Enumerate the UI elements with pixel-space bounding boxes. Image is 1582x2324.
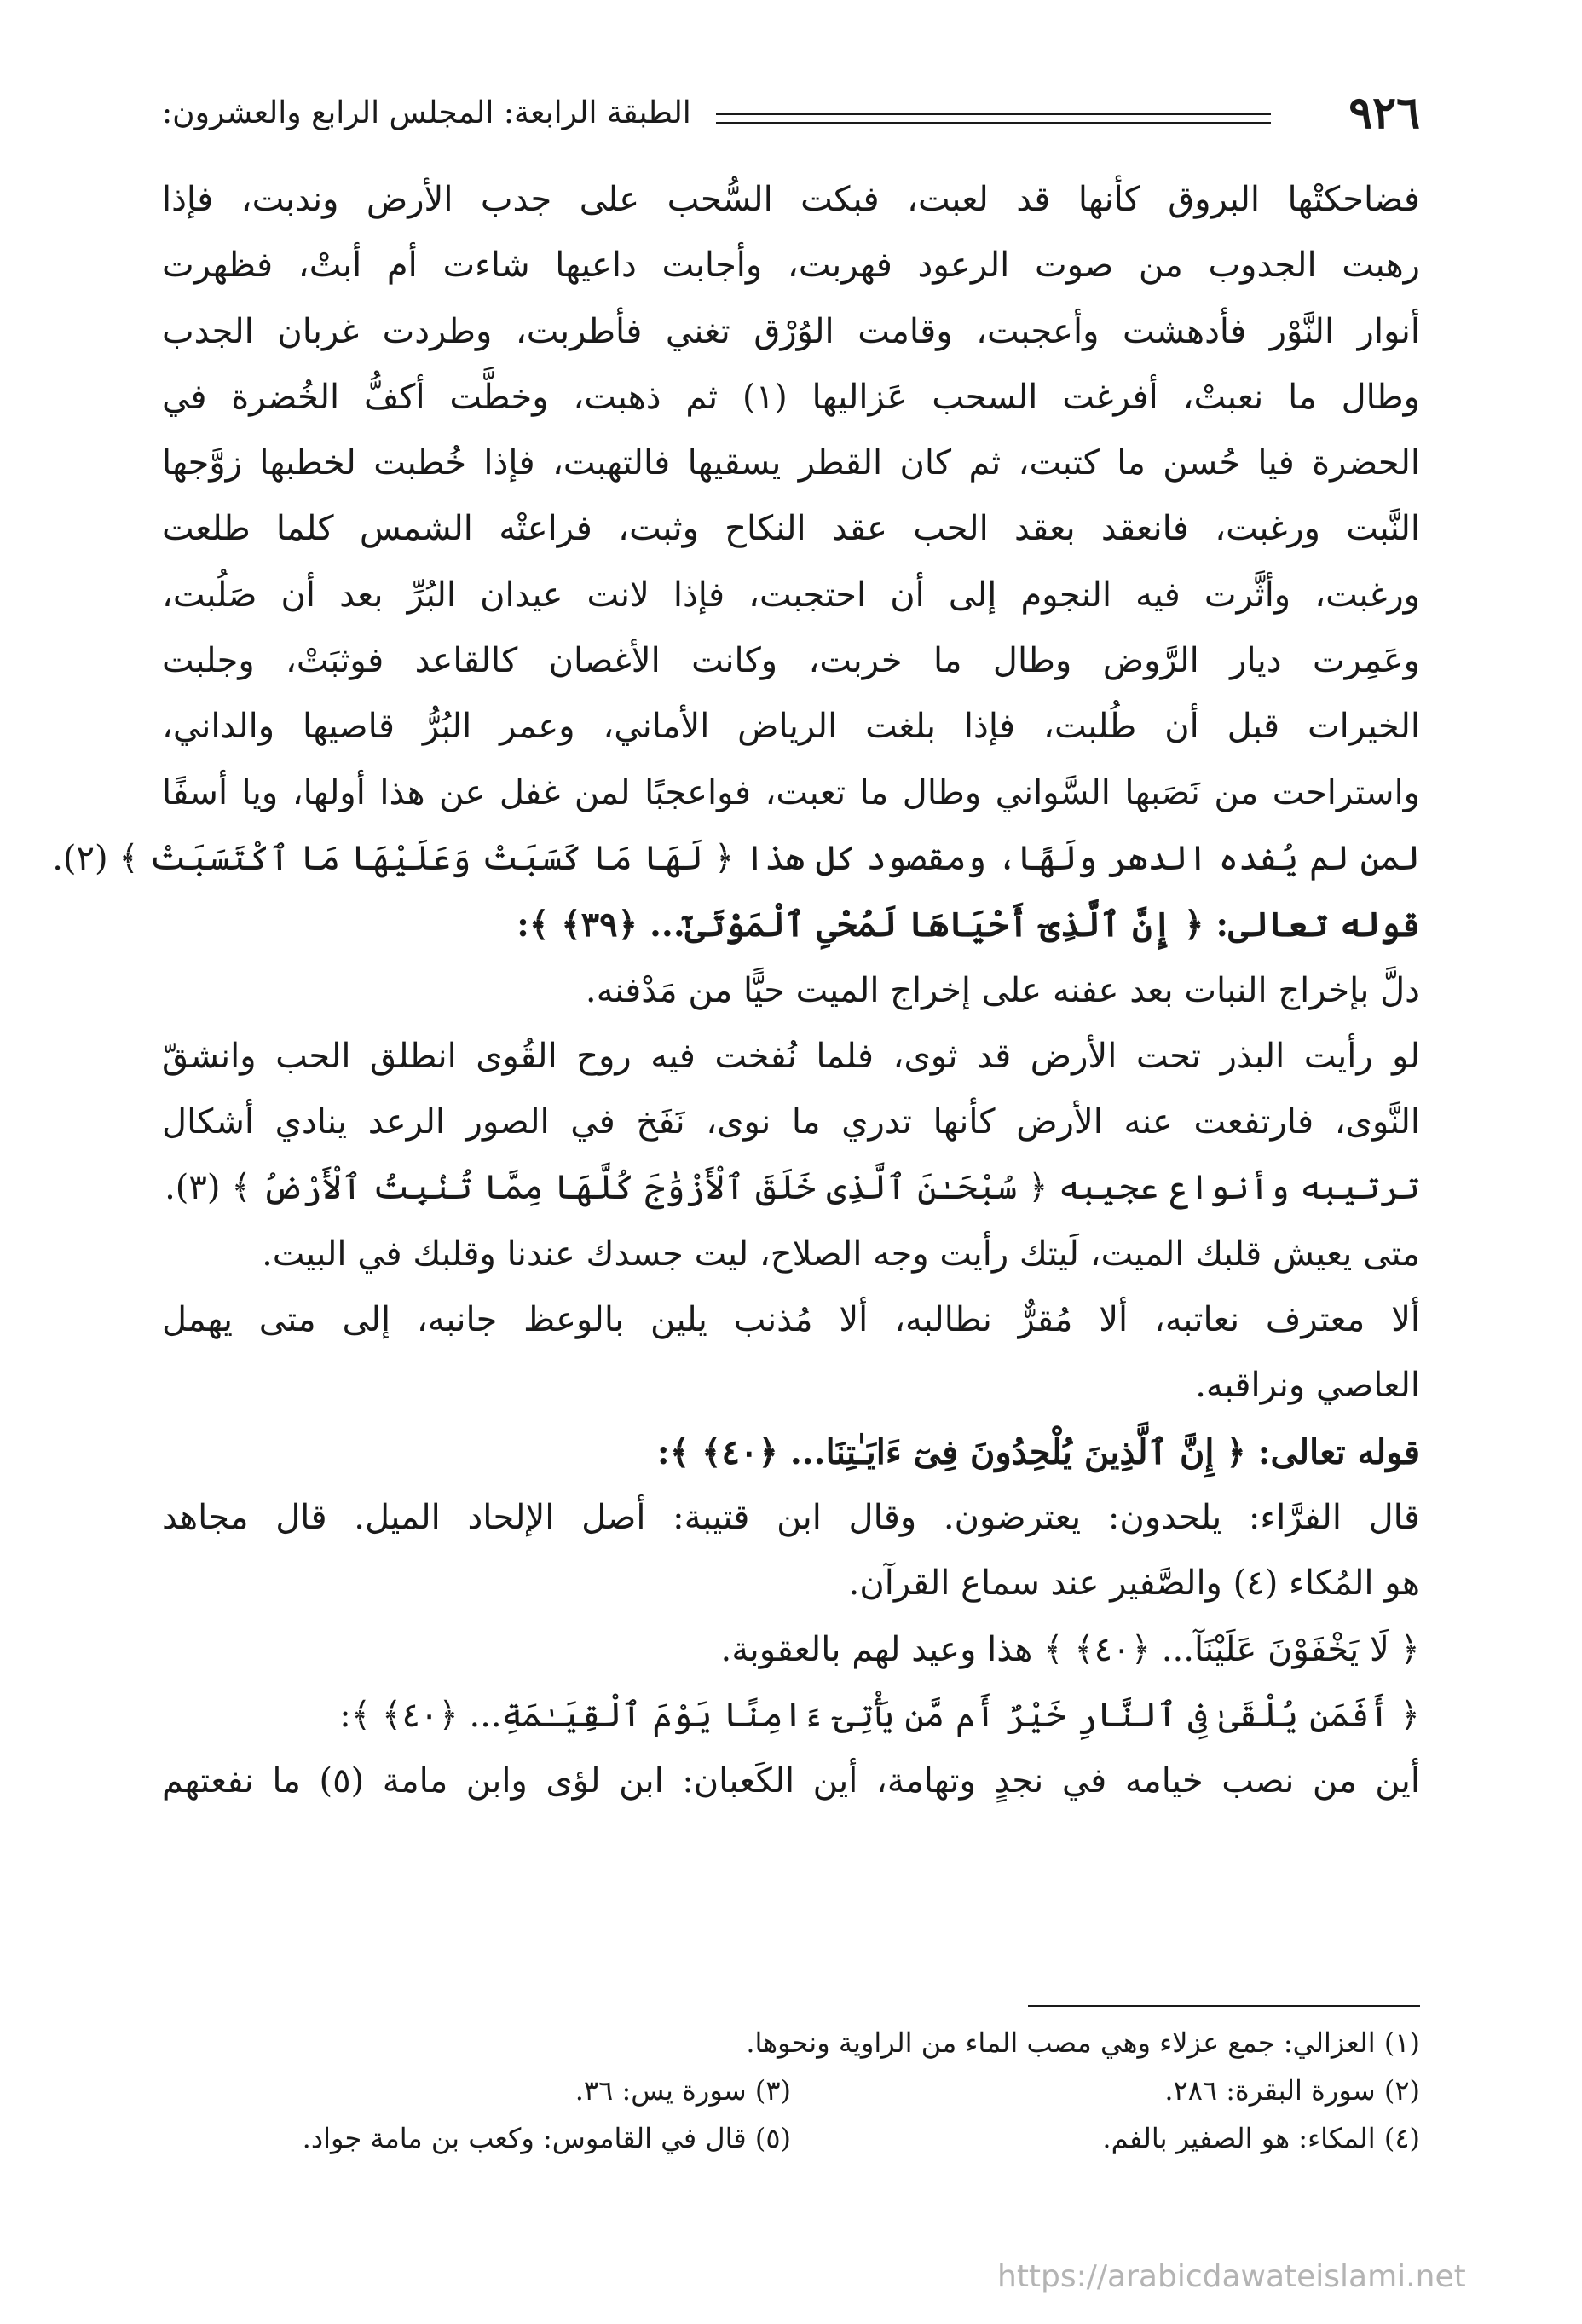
running-title: الطبقة الرابعة: المجلس الرابع والعشرون: <box>162 95 691 130</box>
text-line: وطال ما نعبتْ، أفرغت السحب عَزاليها (١) ثم ذهبت، وخطَّت أكفُّ الخُضرة في <box>162 377 1420 417</box>
footnote-5: (٥) قال في القاموس: وكعب بن مامة جواد. <box>302 2122 791 2154</box>
page-number: ٩٢٦ <box>1348 87 1420 139</box>
header-rule <box>716 113 1271 124</box>
text-line: ورغبت، وأثَّرت فيه النجوم إلى أن احتجبت، فإذا لانت عيدان البُرِّ بعد أن صَلُبت، <box>162 575 1420 615</box>
body-text <box>52 167 1421 1992</box>
text-line: واستراحت من نَصَبها السَّواني وطال ما تعبت، فواعجبًا لمن غفل عن هذا أولها، ويا أسفًا <box>162 772 1420 812</box>
text-line: الخيرات قبل أن طُلبت، فإذا بلغت الرياض الأماني، وعمر البُرُّ قاصيها والداني، <box>162 707 1420 747</box>
text-line: النَّوى، فارتفعت عنه الأرض كأنها تدري ما نوى، نَفَخ في الصور الرعد ينادي أشكال <box>162 1102 1420 1142</box>
text-line: متى يعيش قلبك الميت، لَيتك رأيت وجه الصلاح، ليت جسدك عندنا وقلبك في البيت. <box>262 1234 1420 1274</box>
text-line: أين من نصب خيامه في نجدٍ وتهامة، أين الكَعبان: ابن لؤى وابن مامة (٥) ما نفعتهم <box>162 1761 1421 1801</box>
text-line: رهبت الجدوب من صوت الرعود فهربت، وأجابت داعيها شاءت أم أبتْ، فظهرت <box>162 246 1420 286</box>
text-line: ألا معترف نعاتبه، ألا مُقرٌّ نطالبه، ألا مُذنب يلين بالوعظ جانبه، إلى متى يهمل <box>162 1300 1420 1340</box>
verse-heading: قوله تعالى: ﴿ إِنَّ ٱلَّذِىٓ أَحْيَاهَا لَمُحْىِ ٱلْمَوْتَىٰٓ... ﴿٣٩﴾ ﴾: <box>517 905 1420 945</box>
text-line: النَّبت ورغبت، فانعقد بعقد الحب عقد النكاح وثبت، فراعتْه الشمس كلما طلعت <box>162 509 1420 549</box>
text-line: لو رأيت البذر تحت الأرض قد ثوى، فلما نُفخت فيه روح القُوى انطلق الحب وانشقّ <box>162 1036 1421 1076</box>
text-line: لمن لم يُفده الدهر ولَهًا، ومقصود كل هذا ﴿ لَهَا مَا كَسَبَتْ وَعَلَيْهَا مَا ٱكْتَسَبَتْ ﴾ (٢). <box>52 838 1420 878</box>
footnotes <box>162 2019 1420 2162</box>
verse-heading: قوله تعالى: ﴿ إِنَّ ٱلَّذِينَ يُلْحِدُونَ فِىٓ ءَايَـٰتِنَا... ﴿٤٠﴾ ﴾: <box>656 1431 1420 1472</box>
text-line: قال الفرَّاء: يلحدون: يعترضون. وقال ابن قتيبة: أصل الإلحاد الميل. قال مجاهد <box>162 1497 1420 1537</box>
text-line: هو المُكاء (٤) والصَّفير عند سماع القرآن. <box>848 1564 1420 1604</box>
footnote-4: (٤) المكاء: هو الصفير بالفم. <box>1102 2122 1420 2154</box>
text-line: وعَمِرت ديار الرَّوض وطال ما خربت، وكانت الأغصان كالقاعد فوثبَتْ، وجلبت <box>162 641 1420 681</box>
text-line: العاصي ونراقبه. <box>1195 1366 1420 1406</box>
footnote-row <box>162 2067 1420 2114</box>
text-line: فضاحكتْها البروق كأنها قد لعبت، فبكت السُّحب على جدب الأرض وندبت، فإذا <box>162 180 1420 219</box>
text-line: ترتيبه وأنواع عجيبه ﴿ سُبْحَـٰنَ ٱلَّذِى خَلَقَ ٱلْأَزْوَٰجَ كُلَّهَا مِمَّا تُنۢبِتُ ٱلْأَرْضُ ﴾ (٣). <box>165 1168 1420 1208</box>
footnote-rule <box>1028 2005 1420 2007</box>
text-line: أنوار النَّوْر فأدهشت وأعجبت، وقامت الوُرْق تغني فأطربت، وطردت غربان الجدب <box>162 311 1420 351</box>
watermark: https://arabicdawateislami.net <box>997 2259 1466 2294</box>
footnote-1: (١) العزالي: جمع عزلاء وهي مصب الماء من الراوية ونحوها. <box>746 2026 1420 2059</box>
footnote-2: (٢) سورة البقرة: ٢٨٦. <box>1164 2074 1420 2107</box>
text-line: دلَّ بإخراج النبات بعد عفنه على إخراج الميت حيًّا من مَدْفنه. <box>585 970 1420 1010</box>
footnote-row <box>162 2114 1420 2162</box>
footnote-3: (٣) سورة يس: ٣٦. <box>574 2074 791 2107</box>
page-header <box>162 87 1420 143</box>
verse-line: ﴿ أَفَمَن يُلْقَىٰ فِى ٱلنَّارِ خَيْرٌ أَم مَّن يَأْتِىٓ ءَامِنًا يَوْمَ ٱلْقِيَـٰمَةِ... ﴿٤٠﴾ ﴾: <box>339 1695 1420 1735</box>
text-line: الحضرة فيا حُسن ما كتبت، ثم كان القطر يسقيها فالتهبت، فإذا خُطبت لخطبها زوَّجها <box>162 443 1420 483</box>
verse-line: ﴿ لَا يَخْفَوْنَ عَلَيْنَآ... ﴿٤٠﴾ ﴾ هذا وعيد لهم بالعقوبة. <box>720 1629 1420 1669</box>
